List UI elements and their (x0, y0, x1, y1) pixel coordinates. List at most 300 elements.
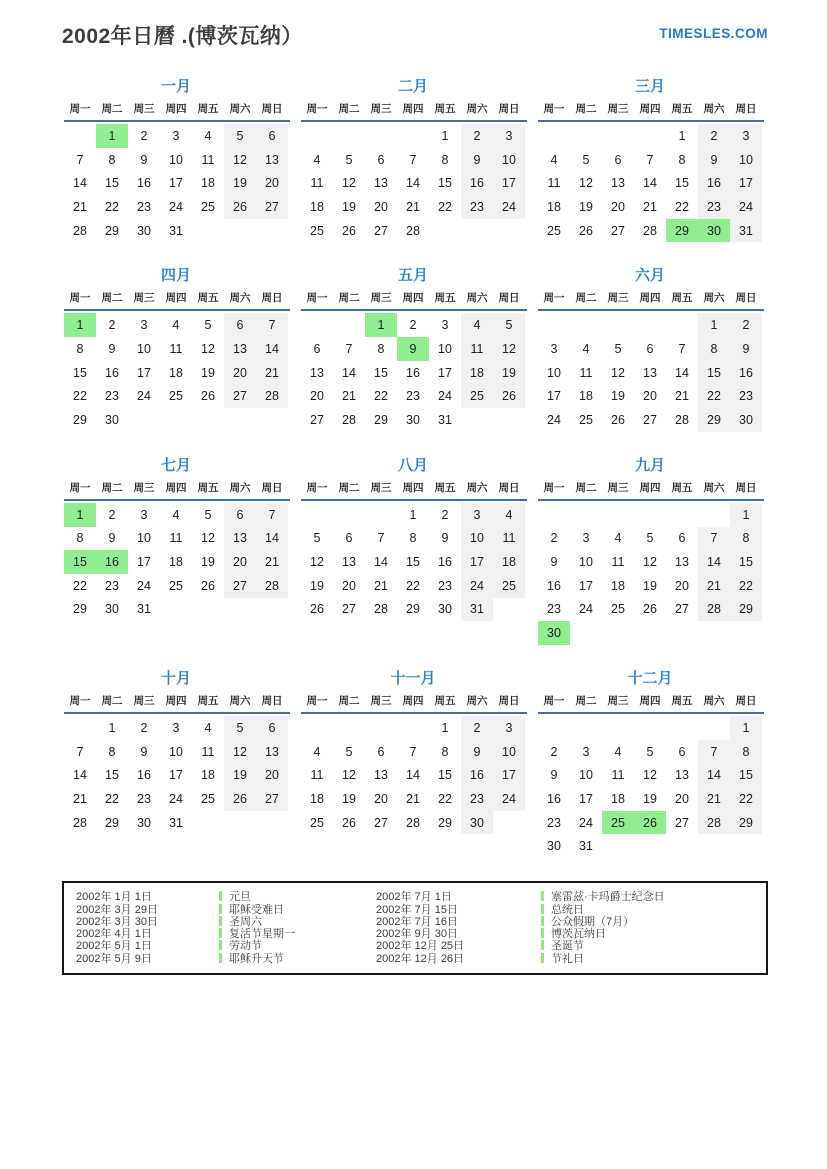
date-cell: 13 (224, 527, 256, 551)
date-cell: 31 (461, 598, 493, 622)
date-cell: 20 (675, 578, 689, 593)
month-underline (64, 712, 290, 714)
date-cell: 31 (730, 219, 762, 243)
date-cell: 25 (547, 223, 561, 238)
weekday-header: 周三 (133, 481, 155, 494)
legend-date: 2002年 9月 30日 (376, 928, 458, 941)
date-cell: 28 (675, 413, 689, 428)
month-underline (64, 309, 290, 311)
date-cell: 13 (675, 768, 689, 783)
date-cell: 18 (547, 199, 561, 214)
weekday-header: 周三 (133, 695, 155, 707)
date-cell: 16 (137, 768, 151, 783)
weekday-header: 周四 (402, 695, 424, 707)
weekday-header: 周二 (575, 481, 597, 494)
legend-date: 2002年 7月 1日 (376, 891, 452, 904)
legend-holiday-name: 圣周六 (229, 915, 262, 928)
date-cell: 21 (675, 389, 689, 404)
legend-date: 2002年 12月 25日 (376, 940, 465, 953)
date-cell: 8 (730, 740, 762, 764)
date-cell: 10 (137, 341, 151, 356)
weekday-header-row (538, 100, 773, 117)
date-cell: 21 (406, 791, 420, 806)
date-cell: 10 (493, 740, 525, 764)
date-cell: 19 (643, 578, 657, 593)
weekday-header: 周一 (306, 481, 328, 494)
date-cell: 15 (675, 176, 689, 191)
date-cell: 19 (579, 199, 593, 214)
legend-holiday-name: 耶稣升天节 (229, 952, 284, 965)
empty-cell (538, 124, 570, 148)
date-cell: 14 (406, 176, 420, 191)
date-cell: 30 (406, 413, 420, 428)
date-cell: 21 (643, 199, 657, 214)
date-cell: 15 (698, 361, 730, 385)
weekday-header: 周五 (197, 292, 219, 305)
date-cell: 30 (461, 811, 493, 835)
date-cell: 17 (137, 365, 151, 380)
weekday-header: 周四 (165, 481, 187, 494)
date-cell: 17 (579, 791, 593, 806)
date-cell: 27 (675, 602, 689, 617)
date-cell: 11 (169, 341, 183, 356)
date-cell: 17 (579, 578, 593, 593)
date-cell: 26 (224, 787, 256, 811)
weekday-header: 周五 (671, 695, 693, 707)
date-cell: 16 (96, 550, 128, 574)
empty-cell (333, 503, 365, 527)
date-cell: 23 (105, 389, 119, 404)
date-cell: 11 (169, 531, 183, 546)
date-cell: 6 (377, 152, 385, 167)
weekday-header: 周一 (69, 695, 91, 707)
date-cell: 11 (611, 768, 625, 783)
date-cell: 10 (461, 527, 493, 551)
date-cell: 24 (579, 602, 593, 617)
date-cell: 25 (461, 385, 493, 409)
date-cell: 29 (730, 811, 762, 835)
month-title: 十一月 (390, 670, 436, 687)
weekday-header: 周六 (229, 292, 251, 305)
date-cell: 13 (256, 148, 288, 172)
month-underline (301, 309, 527, 311)
date-cell: 11 (611, 555, 625, 570)
date-cell: 3 (582, 744, 590, 759)
date-cell: 10 (438, 341, 452, 356)
weekday-header: 周日 (498, 103, 520, 115)
months-grid (62, 76, 827, 858)
page-header (0, 0, 827, 50)
date-cell: 4 (313, 152, 321, 167)
date-cell: 2 (108, 318, 116, 333)
date-cell: 16 (137, 176, 151, 191)
date-cell: 20 (611, 199, 625, 214)
weekday-header-row (301, 289, 536, 306)
date-cell: 7 (698, 740, 730, 764)
date-cell: 6 (345, 531, 353, 546)
date-cell: 3 (172, 720, 180, 735)
date-cell: 15 (105, 176, 119, 191)
date-cell: 13 (374, 176, 388, 191)
date-cell: 23 (406, 389, 420, 404)
date-cell: 25 (579, 413, 593, 428)
weekday-header: 周五 (434, 103, 456, 115)
date-cell: 14 (698, 550, 730, 574)
weekday-header: 周二 (338, 481, 360, 494)
weekday-header: 周一 (69, 292, 91, 305)
date-cell: 4 (172, 318, 180, 333)
weekday-header: 周日 (735, 292, 757, 305)
empty-cell (64, 716, 96, 740)
weekday-header: 周五 (197, 695, 219, 707)
date-cell: 5 (313, 531, 321, 546)
date-cell: 5 (646, 531, 654, 546)
weekday-header: 周日 (498, 695, 520, 707)
holiday-tick-icon (541, 953, 544, 963)
date-cell: 12 (310, 555, 324, 570)
date-cell: 26 (579, 223, 593, 238)
date-cell: 4 (582, 341, 590, 356)
date-cell: 30 (438, 602, 452, 617)
date-cell: 24 (169, 199, 183, 214)
date-cell: 8 (698, 337, 730, 361)
date-cell: 19 (310, 578, 324, 593)
site-logo-link[interactable]: TIMESLES.COM (659, 26, 768, 41)
date-cell: 2 (550, 531, 558, 546)
date-cell: 9 (698, 148, 730, 172)
date-cell: 1 (365, 313, 397, 337)
date-cell: 30 (137, 223, 151, 238)
date-cell: 10 (579, 768, 593, 783)
date-cell: 21 (374, 578, 388, 593)
date-cell: 9 (140, 152, 148, 167)
date-cell: 4 (461, 313, 493, 337)
date-cell: 4 (614, 744, 622, 759)
date-cell: 2 (730, 313, 762, 337)
date-cell: 8 (409, 531, 417, 546)
date-cell: 25 (201, 199, 215, 214)
date-cell: 3 (550, 341, 558, 356)
date-cell: 21 (73, 199, 87, 214)
weekday-header: 周一 (69, 481, 91, 494)
legend-holiday (541, 950, 766, 966)
weekday-header: 周三 (607, 695, 629, 707)
date-cell: 7 (678, 341, 686, 356)
date-cell: 20 (643, 389, 657, 404)
date-cell: 7 (377, 531, 385, 546)
date-cell: 4 (313, 744, 321, 759)
weekday-header-row (538, 692, 773, 709)
date-cell: 2 (441, 507, 449, 522)
date-cell: 19 (342, 199, 356, 214)
date-cell: 30 (547, 839, 561, 854)
weekday-header: 周三 (370, 481, 392, 494)
date-cell: 26 (201, 578, 215, 593)
date-cell: 28 (374, 602, 388, 617)
weekday-header: 周四 (402, 481, 424, 494)
date-cell: 10 (730, 148, 762, 172)
date-cell: 15 (406, 555, 420, 570)
date-cell: 25 (169, 389, 183, 404)
date-cell: 5 (224, 716, 256, 740)
month-underline (538, 499, 764, 501)
date-cell: 26 (224, 195, 256, 219)
date-cell: 29 (73, 413, 87, 428)
date-cell: 3 (441, 318, 449, 333)
date-cell: 1 (730, 503, 762, 527)
date-cell: 20 (374, 199, 388, 214)
legend-holiday-name: 劳动节 (229, 940, 262, 953)
dates-grid (538, 503, 773, 645)
date-cell: 5 (345, 744, 353, 759)
weekday-header: 周三 (370, 292, 392, 305)
month-title: 十二月 (627, 670, 673, 687)
weekday-header: 周二 (338, 695, 360, 707)
date-cell: 27 (256, 787, 288, 811)
date-cell: 7 (698, 527, 730, 551)
empty-cell (538, 716, 570, 740)
dates-grid (64, 124, 299, 242)
date-cell: 5 (224, 124, 256, 148)
date-cell: 16 (105, 365, 119, 380)
date-cell: 26 (342, 815, 356, 830)
month-block-9 (536, 455, 773, 645)
empty-cell (602, 503, 634, 527)
date-cell: 3 (140, 318, 148, 333)
weekday-header-row (538, 289, 773, 306)
date-cell: 28 (698, 598, 730, 622)
weekday-header-row (64, 479, 299, 496)
date-cell: 9 (140, 744, 148, 759)
date-cell: 10 (169, 152, 183, 167)
empty-cell (333, 313, 365, 337)
date-cell: 4 (204, 720, 212, 735)
date-cell: 19 (342, 791, 356, 806)
date-cell: 11 (201, 152, 215, 167)
date-cell: 25 (169, 578, 183, 593)
legend-holiday-name: 公众假期（7月） (551, 915, 635, 928)
date-cell: 10 (137, 531, 151, 546)
date-cell: 13 (342, 555, 356, 570)
date-cell: 9 (550, 768, 558, 783)
weekday-header: 周二 (101, 481, 123, 494)
date-cell: 23 (698, 195, 730, 219)
date-cell: 6 (614, 152, 622, 167)
legend-holiday-name: 塞雷兹·卡玛爵士纪念日 (551, 891, 665, 904)
date-cell: 14 (698, 763, 730, 787)
weekday-header: 周日 (498, 292, 520, 305)
weekday-header: 周日 (735, 103, 757, 115)
date-cell: 28 (698, 811, 730, 835)
date-cell: 16 (698, 171, 730, 195)
page-title: 2002年日曆 .(博茨瓦纳） (62, 25, 303, 48)
date-cell: 6 (313, 341, 321, 356)
date-cell: 31 (579, 839, 593, 854)
date-cell: 16 (461, 171, 493, 195)
empty-cell (634, 503, 666, 527)
date-cell: 8 (377, 341, 385, 356)
date-cell: 31 (169, 223, 183, 238)
date-cell: 11 (493, 527, 525, 551)
date-cell: 20 (342, 578, 356, 593)
dates-grid (301, 124, 536, 242)
month-title: 二月 (397, 78, 428, 95)
weekday-header: 周六 (703, 695, 725, 707)
weekday-header: 周三 (607, 481, 629, 494)
date-cell: 13 (224, 337, 256, 361)
empty-cell (301, 124, 333, 148)
date-cell: 16 (461, 763, 493, 787)
date-cell: 24 (169, 791, 183, 806)
month-block-2 (299, 76, 536, 242)
date-cell: 30 (105, 602, 119, 617)
empty-cell (301, 313, 333, 337)
date-cell: 8 (76, 531, 84, 546)
month-underline (64, 499, 290, 501)
month-title: 五月 (397, 267, 428, 285)
date-cell: 19 (201, 365, 215, 380)
date-cell: 29 (105, 223, 119, 238)
date-cell: 22 (438, 791, 452, 806)
month-title: 四月 (160, 267, 191, 285)
date-cell: 1 (409, 507, 417, 522)
date-cell: 28 (342, 413, 356, 428)
date-cell: 1 (64, 313, 96, 337)
weekday-header: 周日 (735, 481, 757, 494)
month-title: 三月 (634, 78, 665, 95)
date-cell: 30 (730, 408, 762, 432)
date-cell: 3 (493, 124, 525, 148)
date-cell: 21 (256, 550, 288, 574)
date-cell: 13 (643, 365, 657, 380)
weekday-header-row (64, 289, 299, 306)
weekday-header: 周四 (402, 103, 424, 115)
weekday-header: 周四 (165, 103, 187, 115)
date-cell: 28 (73, 223, 87, 238)
date-cell: 2 (698, 124, 730, 148)
weekday-header: 周二 (101, 103, 123, 115)
date-cell: 24 (493, 787, 525, 811)
date-cell: 18 (169, 365, 183, 380)
date-cell: 5 (614, 341, 622, 356)
month-title: 十月 (160, 670, 191, 687)
date-cell: 23 (438, 578, 452, 593)
date-cell: 17 (169, 768, 183, 783)
empty-cell (64, 124, 96, 148)
date-cell: 24 (438, 389, 452, 404)
date-cell: 7 (646, 152, 654, 167)
date-cell: 15 (730, 550, 762, 574)
date-cell: 13 (374, 768, 388, 783)
weekday-header-row (538, 479, 773, 496)
weekday-header: 周一 (69, 103, 91, 115)
date-cell: 2 (140, 128, 148, 143)
dates-grid (301, 503, 536, 621)
date-cell: 17 (730, 171, 762, 195)
weekday-header-row (301, 100, 536, 117)
month-underline (538, 120, 764, 122)
weekday-header: 周日 (498, 481, 520, 494)
legend-holiday (219, 950, 376, 966)
date-cell: 18 (201, 176, 215, 191)
legend-holiday-name: 节礼日 (551, 952, 584, 965)
date-cell: 14 (374, 555, 388, 570)
date-cell: 21 (698, 574, 730, 598)
weekday-header: 周三 (370, 103, 392, 115)
empty-cell (666, 313, 698, 337)
date-cell: 30 (137, 815, 151, 830)
date-cell: 9 (461, 740, 493, 764)
empty-cell (333, 124, 365, 148)
weekday-header: 周一 (306, 292, 328, 305)
dates-grid (64, 503, 299, 621)
date-cell: 14 (256, 337, 288, 361)
empty-cell (538, 313, 570, 337)
month-underline (64, 120, 290, 122)
date-cell: 29 (666, 219, 698, 243)
date-cell: 3 (140, 507, 148, 522)
date-cell: 10 (547, 365, 561, 380)
date-cell: 2 (409, 318, 417, 333)
date-cell: 26 (634, 811, 666, 835)
date-cell: 29 (438, 815, 452, 830)
dates-grid (538, 313, 773, 431)
date-cell: 14 (73, 768, 87, 783)
date-cell: 23 (547, 815, 561, 830)
date-cell: 18 (579, 389, 593, 404)
weekday-header: 周六 (466, 695, 488, 707)
date-cell: 10 (493, 148, 525, 172)
date-cell: 23 (461, 787, 493, 811)
weekday-header: 周一 (306, 103, 328, 115)
date-cell: 12 (342, 768, 356, 783)
weekday-header: 周四 (639, 481, 661, 494)
date-cell: 24 (579, 815, 593, 830)
empty-cell (666, 503, 698, 527)
date-cell: 11 (547, 176, 561, 191)
legend-date: 2002年 5月 9日 (76, 952, 152, 965)
date-cell: 17 (137, 555, 151, 570)
date-cell: 15 (438, 768, 452, 783)
date-cell: 17 (493, 171, 525, 195)
date-cell: 4 (172, 507, 180, 522)
date-cell: 28 (256, 574, 288, 598)
date-cell: 22 (730, 574, 762, 598)
date-cell: 18 (201, 768, 215, 783)
date-cell: 3 (582, 531, 590, 546)
empty-cell (570, 503, 602, 527)
date-cell: 22 (730, 787, 762, 811)
dates-grid (64, 313, 299, 431)
weekday-header: 周六 (466, 292, 488, 305)
date-cell: 25 (310, 815, 324, 830)
date-cell: 18 (611, 578, 625, 593)
date-cell: 3 (172, 128, 180, 143)
date-cell: 5 (493, 313, 525, 337)
date-cell: 15 (105, 768, 119, 783)
date-cell: 17 (493, 763, 525, 787)
date-cell: 18 (461, 361, 493, 385)
date-cell: 16 (730, 361, 762, 385)
weekday-header: 周六 (229, 481, 251, 494)
date-cell: 14 (342, 365, 356, 380)
date-cell: 9 (108, 531, 116, 546)
date-cell: 23 (730, 385, 762, 409)
date-cell: 30 (105, 413, 119, 428)
month-block-5 (299, 265, 536, 431)
date-cell: 17 (438, 365, 452, 380)
date-cell: 9 (441, 531, 449, 546)
